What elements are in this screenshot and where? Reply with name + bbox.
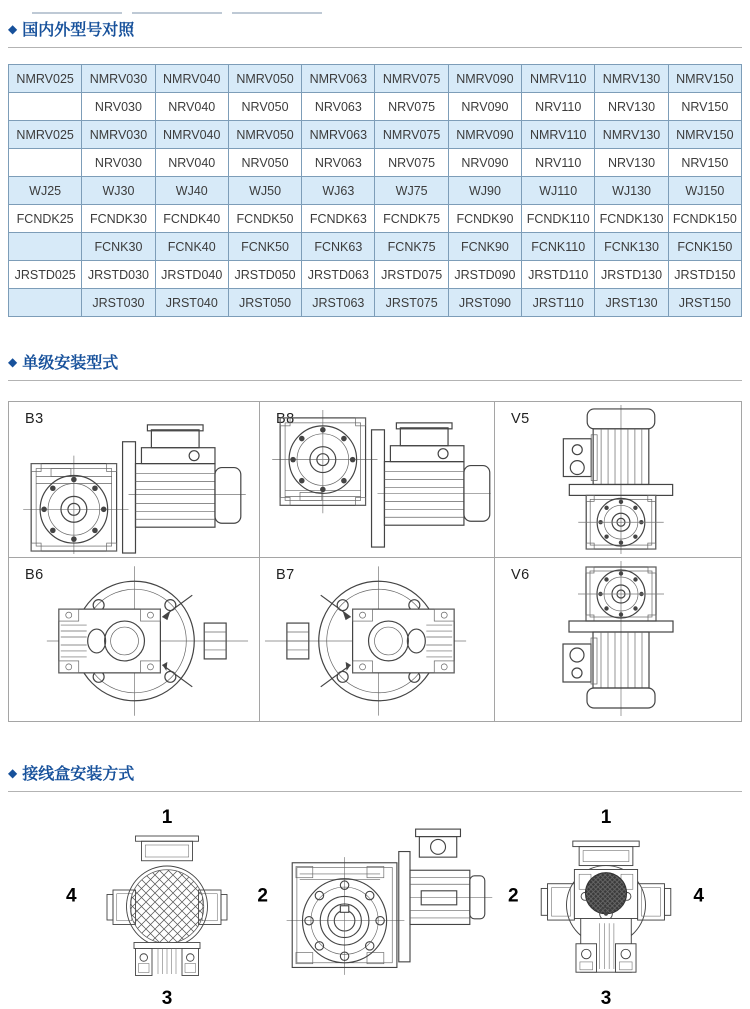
mounting-drawing-v5 — [495, 402, 741, 557]
table-cell: NMRV030 — [82, 121, 155, 149]
position-number: 2 — [257, 885, 268, 907]
table-cell: NMRV063 — [302, 65, 375, 93]
catalog-page — [0, 12, 750, 1008]
table-row — [9, 121, 742, 149]
table-row — [9, 205, 742, 233]
table-cell: FCNK130 — [595, 233, 668, 261]
table-cell: FCNDK150 — [668, 205, 741, 233]
table-cell: NRV110 — [522, 149, 595, 177]
mounting-cell-b7 — [260, 558, 495, 721]
table-row — [9, 149, 742, 177]
table-row — [9, 93, 742, 121]
junction-drawing-mesh-view — [527, 830, 685, 988]
position-number: 1 — [161, 807, 173, 828]
table-cell: JRSTD063 — [302, 261, 375, 289]
position-number: 1 — [600, 807, 612, 828]
table-cell: NMRV075 — [375, 121, 448, 149]
table-cell — [9, 289, 82, 317]
table-cell: NMRV025 — [9, 65, 82, 93]
table-cell: NMRV150 — [668, 65, 741, 93]
table-cell: NMRV150 — [668, 121, 741, 149]
section-title-text: 单级安装型式 — [22, 355, 119, 372]
table-cell: JRST030 — [82, 289, 155, 317]
mounting-drawing-b8 — [260, 402, 494, 557]
model-comparison-table — [8, 64, 742, 317]
table-cell: NRV150 — [668, 93, 741, 121]
table-cell: NMRV090 — [448, 121, 521, 149]
table-cell: FCNK50 — [228, 233, 301, 261]
table-cell: NRV150 — [668, 149, 741, 177]
table-cell: NRV090 — [448, 93, 521, 121]
section-title-junction — [8, 756, 742, 792]
table-cell: NRV030 — [82, 93, 155, 121]
section-title-text: 接线盒安装方式 — [22, 766, 135, 783]
table-cell: NMRV030 — [82, 65, 155, 93]
table-cell: FCNDK25 — [9, 205, 82, 233]
table-cell: WJ130 — [595, 177, 668, 205]
mounting-label: B6 — [25, 567, 44, 583]
table-cell: WJ25 — [9, 177, 82, 205]
section-title-mounting — [8, 345, 742, 381]
table-cell: FCNK75 — [375, 233, 448, 261]
diamond-icon: ◆ — [8, 354, 18, 369]
mounting-drawing-b7 — [260, 558, 494, 721]
mounting-cell-v5 — [495, 402, 741, 558]
table-cell: JRSTD040 — [155, 261, 228, 289]
mounting-drawing-v6 — [495, 558, 741, 721]
table-cell: JRST050 — [228, 289, 301, 317]
table-cell: FCNK110 — [522, 233, 595, 261]
table-cell: NRV130 — [595, 149, 668, 177]
table-cell: NRV090 — [448, 149, 521, 177]
table-cell: NMRV063 — [302, 121, 375, 149]
table-cell: FCNDK110 — [522, 205, 595, 233]
table-row — [9, 289, 742, 317]
table-cell: NRV063 — [302, 149, 375, 177]
cropped-text-artifact — [32, 12, 322, 15]
table-cell: NRV110 — [522, 93, 595, 121]
table-cell: JRSTD030 — [82, 261, 155, 289]
mounting-label: B3 — [25, 411, 44, 427]
mounting-cell-b6 — [9, 558, 260, 721]
model-table-body — [9, 65, 742, 317]
position-number: 4 — [693, 885, 704, 907]
table-cell: JRST130 — [595, 289, 668, 317]
table-row — [9, 233, 742, 261]
table-cell: NMRV130 — [595, 65, 668, 93]
table-cell: JRSTD090 — [448, 261, 521, 289]
table-cell: FCNK63 — [302, 233, 375, 261]
table-cell: WJ110 — [522, 177, 595, 205]
table-cell: WJ150 — [668, 177, 741, 205]
table-cell: FCNK150 — [668, 233, 741, 261]
junction-figure-rear-view — [66, 808, 268, 1008]
table-cell: JRSTD150 — [668, 261, 741, 289]
junction-box-diagrams — [8, 808, 742, 1008]
table-cell: WJ63 — [302, 177, 375, 205]
table-cell: NMRV110 — [522, 121, 595, 149]
mounting-label: B7 — [276, 567, 295, 583]
table-cell: JRSTD075 — [375, 261, 448, 289]
mounting-cell-b8 — [260, 402, 495, 558]
table-cell: NMRV075 — [375, 65, 448, 93]
table-cell: NRV130 — [595, 93, 668, 121]
table-cell: NMRV050 — [228, 65, 301, 93]
table-cell: NRV030 — [82, 149, 155, 177]
table-cell: NMRV110 — [522, 65, 595, 93]
table-cell: NMRV090 — [448, 65, 521, 93]
table-cell: NRV075 — [375, 149, 448, 177]
table-cell: JRST090 — [448, 289, 521, 317]
table-cell: FCNK90 — [448, 233, 521, 261]
table-cell: FCNK30 — [82, 233, 155, 261]
section-title-models — [8, 12, 742, 48]
mounting-cell-b3 — [9, 402, 260, 558]
mounting-drawing-b6 — [9, 558, 259, 721]
mounting-cell-v6 — [495, 558, 741, 721]
table-cell: NMRV040 — [155, 65, 228, 93]
table-cell: FCNDK50 — [228, 205, 301, 233]
table-cell: JRST063 — [302, 289, 375, 317]
mounting-label: V6 — [511, 567, 530, 583]
table-row — [9, 177, 742, 205]
table-cell: JRSTD110 — [522, 261, 595, 289]
junction-figure-side-view — [281, 808, 496, 1008]
table-cell: FCNDK90 — [448, 205, 521, 233]
diamond-icon: ◆ — [8, 765, 18, 780]
mounting-drawing-b3 — [9, 402, 259, 557]
table-cell: JRSTD130 — [595, 261, 668, 289]
table-cell: NMRV040 — [155, 121, 228, 149]
position-number: 2 — [508, 885, 519, 907]
table-cell: JRST040 — [155, 289, 228, 317]
table-cell: FCNDK40 — [155, 205, 228, 233]
table-cell: JRST110 — [522, 289, 595, 317]
table-cell: NMRV130 — [595, 121, 668, 149]
table-cell: WJ90 — [448, 177, 521, 205]
table-cell: JRST075 — [375, 289, 448, 317]
table-cell: FCNDK30 — [82, 205, 155, 233]
table-cell: NRV040 — [155, 149, 228, 177]
position-number: 3 — [600, 988, 612, 1009]
table-cell — [9, 149, 82, 177]
position-number: 4 — [66, 885, 77, 907]
table-cell: WJ40 — [155, 177, 228, 205]
table-cell: NMRV025 — [9, 121, 82, 149]
table-cell: FCNDK130 — [595, 205, 668, 233]
table-cell: FCNK40 — [155, 233, 228, 261]
junction-drawing-fan-view — [92, 830, 242, 980]
table-row — [9, 65, 742, 93]
section-title-text: 国内外型号对照 — [22, 22, 135, 39]
table-cell: JRSTD050 — [228, 261, 301, 289]
table-cell: WJ50 — [228, 177, 301, 205]
table-cell: JRST150 — [668, 289, 741, 317]
table-cell: NRV040 — [155, 93, 228, 121]
mounting-label: V5 — [511, 411, 530, 427]
position-number: 3 — [161, 988, 173, 1009]
table-cell: WJ30 — [82, 177, 155, 205]
table-cell: FCNDK75 — [375, 205, 448, 233]
table-cell — [9, 233, 82, 261]
junction-drawing-side-view — [281, 816, 496, 1003]
table-cell: FCNDK63 — [302, 205, 375, 233]
table-cell: NRV050 — [228, 149, 301, 177]
junction-figure-front-view — [508, 808, 704, 1008]
mounting-label: B8 — [276, 411, 295, 427]
table-cell: WJ75 — [375, 177, 448, 205]
table-cell: JRSTD025 — [9, 261, 82, 289]
table-cell: NRV063 — [302, 93, 375, 121]
table-row — [9, 261, 742, 289]
table-cell: NRV050 — [228, 93, 301, 121]
diamond-icon: ◆ — [8, 21, 18, 36]
table-cell: NMRV050 — [228, 121, 301, 149]
table-cell — [9, 93, 82, 121]
table-cell: NRV075 — [375, 93, 448, 121]
mounting-type-grid — [8, 401, 742, 722]
